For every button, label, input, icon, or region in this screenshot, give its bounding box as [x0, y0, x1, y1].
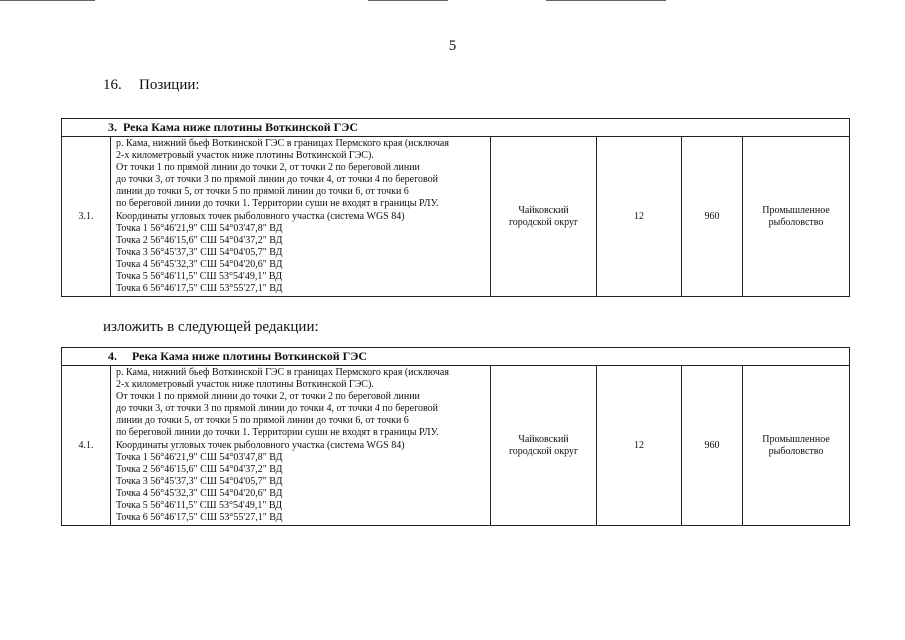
- purpose-line: рыболовство: [768, 445, 824, 457]
- position-header-title: Река Кама ниже плотины Воткинской ГЭС: [132, 349, 368, 364]
- top-rule-middle: [368, 0, 448, 1]
- section-number: 16.: [103, 77, 122, 93]
- coordinate-line: Точка 4 56°45'32,3" СШ 54°04'20,6" ВД: [116, 258, 283, 270]
- coordinate-line: Точка 5 56°46'11,5" СШ 53°54'49,1" ВД: [116, 271, 283, 283]
- row-district: [491, 366, 597, 526]
- description-line: до точки 3, от точки 3 по прямой линии до точки 4, от точки 4 по береговой: [116, 174, 438, 186]
- description-line: Координаты угловых точек рыболовного участка (система WGS 84): [116, 439, 405, 451]
- purpose-line: Промышленное: [762, 433, 830, 445]
- row-index: 4.1.: [62, 366, 111, 526]
- district-line: Чайковский: [518, 433, 569, 445]
- coordinate-line: Точка 3 56°45'37,3" СШ 54°04'05,7" ВД: [116, 246, 283, 258]
- page-number: 5: [448, 38, 457, 54]
- coordinate-line: Точка 2 56°46'15,6" СШ 54°04'37,2" ВД: [116, 463, 283, 475]
- position-header: [62, 348, 850, 366]
- row-value-2: 960: [682, 137, 743, 297]
- district-line: городской округ: [508, 445, 579, 457]
- description-line: по береговой линии до точки 1. Территории суши не входят в границы РЛУ.: [116, 198, 439, 210]
- purpose-line: Промышленное: [762, 204, 830, 216]
- description-line: Координаты угловых точек рыболовного участка (система WGS 84): [116, 210, 405, 222]
- description-line: линии до точки 5, от точки 5 по прямой линии до точки 6, от точки 6: [116, 415, 409, 427]
- description-line: до точки 3, от точки 3 по прямой линии до точки 4, от точки 4 по береговой: [116, 403, 438, 415]
- coordinate-line: Точка 4 56°45'32,3" СШ 54°04'20,6" ВД: [116, 487, 283, 499]
- coordinate-line: Точка 2 56°46'15,6" СШ 54°04'37,2" ВД: [116, 234, 283, 246]
- description-line: по береговой линии до точки 1. Территории суши не входят в границы РЛУ.: [116, 427, 439, 439]
- coordinate-line: Точка 6 56°46'17,5" СШ 53°55'27,1" ВД: [116, 283, 283, 295]
- table-header-row: [62, 119, 850, 137]
- purpose-line: рыболовство: [768, 216, 824, 228]
- table-header-row: [62, 348, 850, 366]
- position-header-number: 3.: [108, 120, 117, 135]
- row-value-1: 12: [597, 366, 682, 526]
- description-line: От точки 1 по прямой линии до точки 2, от точки 2 по береговой линии: [116, 391, 420, 403]
- row-index: 3.1.: [62, 137, 111, 297]
- description-line: р. Кама, нижний бьеф Воткинской ГЭС в границах Пермского края (исключая: [116, 138, 449, 149]
- top-rule-left: [0, 0, 95, 1]
- position-header-number: 4.: [108, 349, 117, 364]
- row-description: [111, 137, 491, 297]
- position-header-title: Река Кама ниже плотины Воткинской ГЭС: [123, 120, 359, 135]
- table-row: [62, 366, 850, 526]
- new-position-table: [61, 347, 850, 526]
- section-title: Позиции:: [139, 77, 200, 93]
- coordinate-line: Точка 5 56°46'11,5" СШ 53°54'49,1" ВД: [116, 500, 283, 512]
- transition-text: изложить в следующей редакции:: [103, 319, 319, 335]
- row-purpose: [743, 137, 850, 297]
- description-line: 2-х километровый участок ниже плотины Воткинской ГЭС).: [116, 379, 374, 391]
- row-value-2: 960: [682, 366, 743, 526]
- top-rule-right: [546, 0, 666, 1]
- coordinate-line: Точка 1 56°46'21,9" СШ 54°03'47,8" ВД: [116, 451, 283, 463]
- row-value-1: 12: [597, 137, 682, 297]
- description-line: р. Кама, нижний бьеф Воткинской ГЭС в границах Пермского края (исключая: [116, 367, 449, 378]
- coordinate-line: Точка 6 56°46'17,5" СШ 53°55'27,1" ВД: [116, 512, 283, 524]
- section-heading: [103, 77, 200, 94]
- coordinate-line: Точка 3 56°45'37,3" СШ 54°04'05,7" ВД: [116, 475, 283, 487]
- description-line: От точки 1 по прямой линии до точки 2, от точки 2 по береговой линии: [116, 162, 420, 174]
- coordinate-line: Точка 1 56°46'21,9" СШ 54°03'47,8" ВД: [116, 222, 283, 234]
- old-position-table: [61, 118, 850, 297]
- row-district: [491, 137, 597, 297]
- row-purpose: [743, 366, 850, 526]
- description-line: линии до точки 5, от точки 5 по прямой линии до точки 6, от точки 6: [116, 186, 409, 198]
- district-line: Чайковский: [518, 204, 569, 216]
- district-line: городской округ: [508, 216, 579, 228]
- position-header: [62, 119, 850, 137]
- row-description: [111, 366, 491, 526]
- table-row: [62, 137, 850, 297]
- description-line: 2-х километровый участок ниже плотины Воткинской ГЭС).: [116, 150, 374, 162]
